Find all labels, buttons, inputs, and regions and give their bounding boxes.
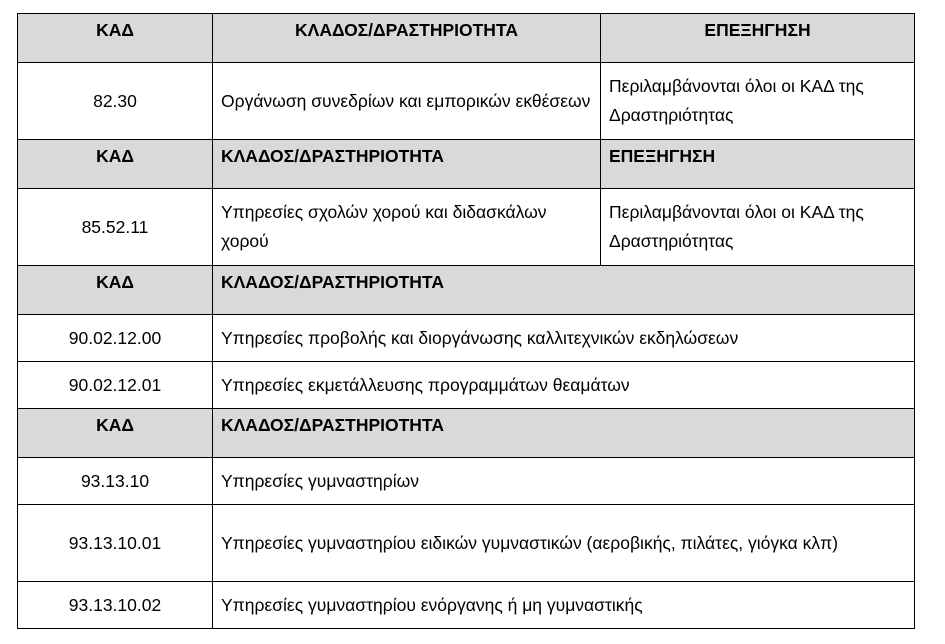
kad-code: 90.02.12.00 [18,315,213,362]
table-row [18,505,915,582]
header-branch: ΚΛΑΔΟΣ/ΔΡΑΣΤΗΡΙΟΤΗΤΑ [213,140,601,189]
header-code: ΚΑΔ [18,140,213,189]
activity-description: Υπηρεσίες γυμναστηρίων [213,458,915,505]
table-row [18,362,915,409]
table-row [18,458,915,505]
kad-code: 93.13.10 [18,458,213,505]
activity-description: Υπηρεσίες σχολών χορού και διδασκάλων χορού [213,189,601,266]
kad-code: 82.30 [18,63,213,140]
header-code: ΚΑΔ [18,409,213,458]
activity-description: Υπηρεσίες εκμετάλλευσης προγραμμάτων θεαμάτων [213,362,915,409]
header-branch: ΚΛΑΔΟΣ/ΔΡΑΣΤΗΡΙΟΤΗΤΑ [213,266,915,315]
header-explanation: ΕΠΕΞΗΓΗΣΗ [601,140,915,189]
table-header-row [18,140,915,189]
header-code: ΚΑΔ [18,266,213,315]
kad-code: 93.13.10.02 [18,582,213,629]
kad-code: 93.13.10.01 [18,505,213,582]
table-header-row [18,409,915,458]
header-explanation: ΕΠΕΞΗΓΗΣΗ [601,14,915,63]
kad-code: 85.52.11 [18,189,213,266]
table-header-row [18,266,915,315]
table-row [18,63,915,140]
table-header-row [18,14,915,63]
activity-description: Υπηρεσίες γυμναστηρίου ειδικών γυμναστικών (αεροβικής, πιλάτες, γιόγκα κλπ) [213,505,915,582]
table-row [18,582,915,629]
table-row [18,189,915,266]
header-branch: ΚΛΑΔΟΣ/ΔΡΑΣΤΗΡΙΟΤΗΤΑ [213,14,601,63]
activity-description: Οργάνωση συνεδρίων και εμπορικών εκθέσεων [213,63,601,140]
table-row [18,315,915,362]
activity-description: Υπηρεσίες προβολής και διοργάνωσης καλλιτεχνικών εκδηλώσεων [213,315,915,362]
header-branch: ΚΛΑΔΟΣ/ΔΡΑΣΤΗΡΙΟΤΗΤΑ [213,409,915,458]
kad-activity-table [17,13,915,629]
activity-description: Υπηρεσίες γυμναστηρίου ενόργανης ή μη γυμναστικής [213,582,915,629]
explanation-text: Περιλαμβάνονται όλοι οι ΚΑΔ της Δραστηριότητας [601,63,915,140]
header-code: ΚΑΔ [18,14,213,63]
kad-code: 90.02.12.01 [18,362,213,409]
explanation-text: Περιλαμβάνονται όλοι οι ΚΑΔ της Δραστηριότητας [601,189,915,266]
